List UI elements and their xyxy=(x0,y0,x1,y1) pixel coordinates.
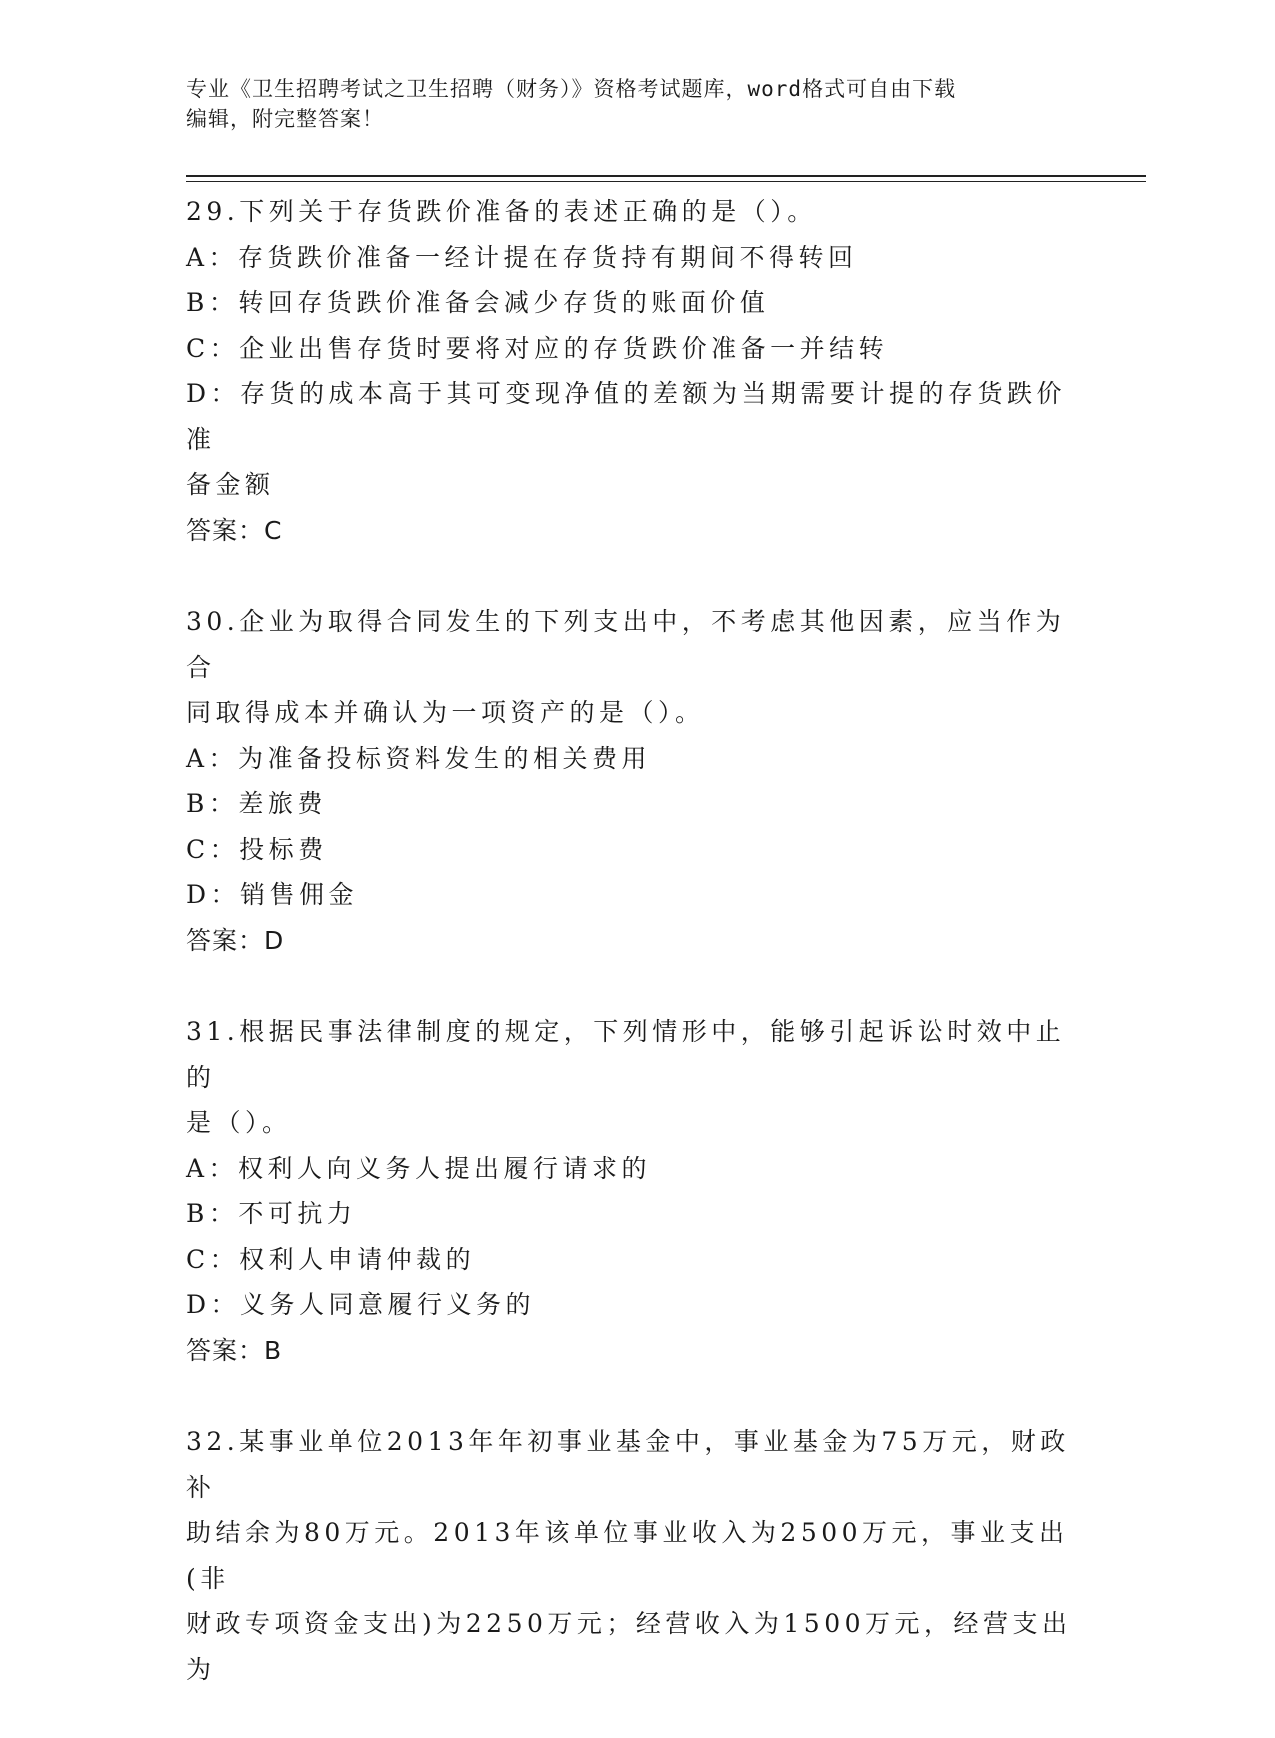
option-c: C：投标费 xyxy=(186,834,328,864)
question-29 xyxy=(186,189,1076,553)
option-b: B：转回存货跌价准备会减少存货的账面价值 xyxy=(186,288,770,317)
question-stem: 29.下列关于存货跌价准备的表述正确的是（）。 xyxy=(186,197,817,226)
option-b: B：差旅费 xyxy=(186,789,327,818)
option-a: A：为准备投标资料发生的相关费用 xyxy=(186,743,652,773)
question-stem: 32.某事业单位2013年年初事业基金中，事业基金为75万元，财政补 xyxy=(186,1427,1070,1502)
header-divider-thin xyxy=(186,181,1146,182)
option-d: D：销售佣金 xyxy=(186,880,359,909)
option-d: D：存货的成本高于其可变现净值的差额为当期需要计提的存货跌价准 xyxy=(186,379,1067,454)
option-d: D：义务人同意履行义务的 xyxy=(186,1290,536,1319)
question-30 xyxy=(186,599,1076,963)
option-c: C：企业出售存货时要将对应的存货跌价准备一并结转 xyxy=(186,333,889,363)
question-stem-continued: 财政专项资金支出)为2250万元；经营收入为1500万元，经营支出为 xyxy=(186,1609,1072,1684)
answer-line: 答案：C xyxy=(186,515,283,545)
question-stem-continued: 是（）。 xyxy=(186,1108,292,1137)
question-32 xyxy=(186,1419,1076,1692)
question-stem-continued: 助结余为80万元。2013年该单位事业收入为2500万元，事业支出(非 xyxy=(186,1518,1069,1593)
option-c: C：权利人申请仲裁的 xyxy=(186,1244,476,1274)
option-a: A：存货跌价准备一经计提在存货持有期间不得转回 xyxy=(186,242,858,272)
question-list xyxy=(186,189,1076,1738)
option-d-continued: 备金额 xyxy=(186,470,275,499)
option-a: A：权利人向义务人提出履行请求的 xyxy=(186,1153,652,1183)
document-header: 专业《卫生招聘考试之卫生招聘（财务）》资格考试题库，word格式可自由下载 编辑，附完整答案！ xyxy=(186,77,957,131)
option-b: B：不可抗力 xyxy=(186,1199,357,1228)
question-stem-continued: 同取得成本并确认为一项资产的是（）。 xyxy=(186,698,705,727)
question-31 xyxy=(186,1009,1076,1373)
answer-line: 答案：D xyxy=(186,925,285,955)
header-divider-thick xyxy=(186,175,1146,177)
question-stem: 30.企业为取得合同发生的下列支出中，不考虑其他因素，应当作为合 xyxy=(186,607,1066,682)
question-stem: 31.根据民事法律制度的规定，下列情形中，能够引起诉讼时效中止的 xyxy=(186,1017,1066,1092)
answer-line: 答案：B xyxy=(186,1335,283,1365)
